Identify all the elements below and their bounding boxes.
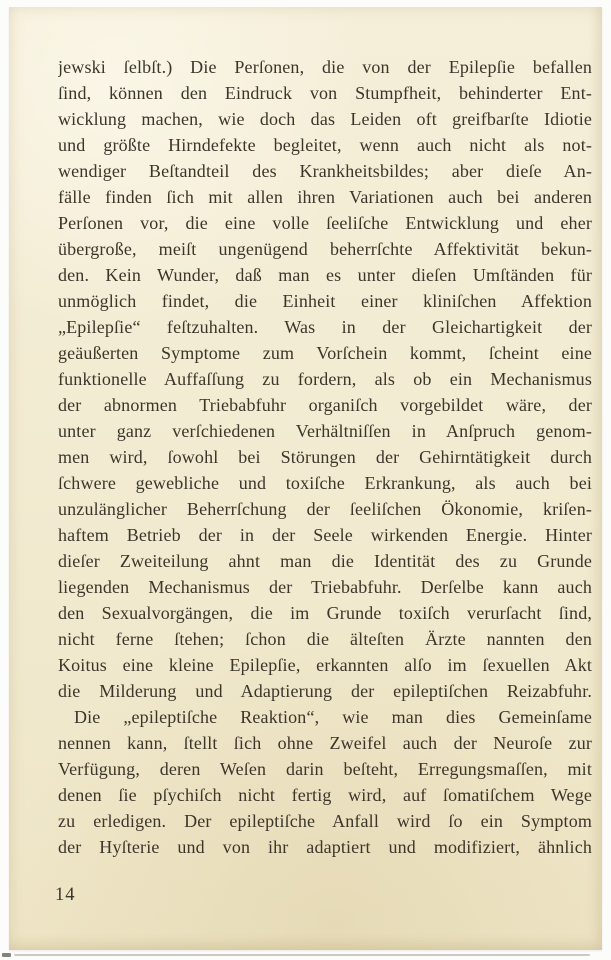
text-line: der abnormen Triebabfuhr organiſch vorgebildet wäre, der — [58, 395, 592, 415]
text-line: und größte Hirndefekte begleitet, wenn auch nicht als not- — [58, 135, 592, 155]
book-page — [9, 7, 602, 950]
text-line: Perſonen vor, die eine volle ſeeliſche Entwicklung und eher — [58, 213, 592, 233]
text-line: nennen kann, ſtellt ſich ohne Zweifel auch der Neuroſe zur — [58, 733, 592, 753]
text-line: der Hyſterie und von ihr adaptiert und modifiziert, ähnlich — [58, 837, 592, 857]
text-line: nicht ferne ſtehen; ſchon die älteſten Ärzte nannten den — [58, 629, 592, 649]
text-line: liegenden Mechanismus der Triebabfuhr. Derſelbe kann auch — [58, 577, 592, 597]
text-line: haftem Betrieb der in der Seele wirkenden Energie. Hinter — [58, 525, 592, 545]
scan-bottom-edge-shadow — [14, 954, 590, 956]
text-line: „Epilepſie“ feſtzuhalten. Was in der Gleichartigkeit der — [58, 317, 592, 337]
text-line: unzulänglicher Beherrſchung der ſeeliſchen Ökonomie, kriſen- — [58, 499, 592, 519]
text-line: ſind, können den Eindruck von Stumpfheit, behinderter Ent- — [58, 83, 592, 103]
text-line: men wird, ſowohl bei Störungen der Gehirntätigkeit durch — [58, 447, 592, 467]
text-line: übergroße, meiſt ungenügend beherrſchte Affektivität bekun- — [58, 239, 592, 259]
text-line: Die „epileptiſche Reaktion“, wie man dies Gemeinſame — [74, 707, 592, 727]
text-line: unter ganz verſchiedenen Verhältniſſen in Anſpruch genom- — [58, 421, 592, 441]
text-line: den Sexualvorgängen, die im Grunde toxiſch verurſacht ſind, — [58, 603, 592, 623]
text-line: zu erledigen. Der epileptiſche Anfall wird ſo ein Symptom — [58, 811, 592, 831]
text-line: Koitus eine kleine Epilepſie, erkannten alſo im ſexuellen Akt — [58, 655, 592, 675]
text-line: wicklung machen, wie doch das Leiden oft greifbarſte Idiotie — [58, 109, 592, 129]
text-line: wendiger Beſtandteil des Krankheitsbildes; aber dieſe An- — [58, 161, 592, 181]
text-line: ſchwere gewebliche und toxiſche Erkrankung, als auch bei — [58, 473, 592, 493]
text-line: jewski ſelbſt.) Die Perſonen, die von der Epilepſie befallen — [58, 57, 592, 77]
text-line: unmöglich findet, die Einheit einer kliniſchen Affektion — [58, 291, 592, 311]
scan-corner-artifact — [2, 953, 11, 957]
text-line: geäußerten Symptome zum Vorſchein kommt, ſcheint eine — [58, 343, 592, 363]
text-line: die Milderung und Adaptierung der epileptiſchen Reizabfuhr. — [58, 681, 592, 701]
page-number: 14 — [55, 885, 76, 905]
text-line: fälle finden ſich mit allen ihren Variationen auch bei anderen — [58, 187, 592, 207]
text-line: denen ſie pſychiſch nicht fertig wird, auf ſomatiſchem Wege — [58, 785, 592, 805]
text-line: dieſer Zweiteilung ahnt man die Identität des zu Grunde — [58, 551, 592, 571]
body-text-block — [58, 54, 592, 860]
text-line: funktionelle Auffaſſung zu fordern, als ob ein Mechanismus — [58, 369, 592, 389]
text-line: Verfügung, deren Weſen darin beſteht, Erregungsmaſſen, mit — [58, 759, 592, 779]
text-line: den. Kein Wunder, daß man es unter dieſen Umſtänden für — [58, 265, 592, 285]
